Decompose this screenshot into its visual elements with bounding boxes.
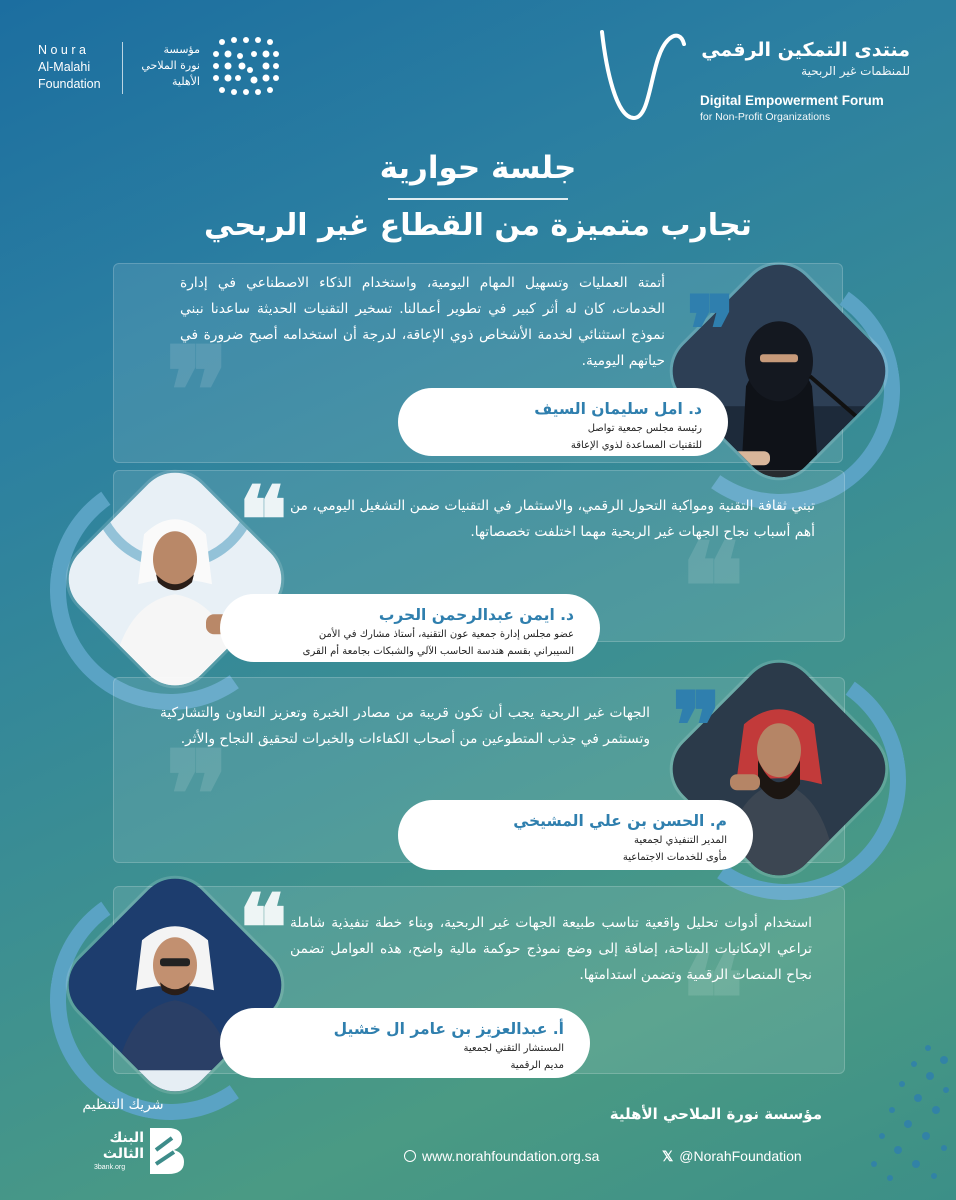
speaker-role-1b: للتقنيات المساعدة لذوي الإعاقة — [570, 440, 702, 451]
organizing-partner-label: شريك التنظيم — [82, 1097, 164, 1113]
twitter-link[interactable] — [662, 1148, 832, 1165]
noura-en-line-2: Al-Malahi — [38, 60, 91, 74]
speaker-quote-2: تبني ثقافة التقنية ومواكبة التحول الرقمي، والاستثمار في التقنيات ضمن التشغيل اليومي، من أهم أسباب نجاح الجهات غير الربحية مهما اختلفت تخصصاتها. — [290, 498, 815, 540]
speaker-quote-4: استخدام أدوات تحليل واقعية تناسب طبيعة الجهات غير الربحية، وبناء خطة تنفيذية شاملة تراعي الإمكانيات المتاحة، إضافة إلى وضع نموذج حوكمة مالية واضح، هذه العوامل تضمن نجاح المنصات الرقمية وتضمن استدامتها. — [290, 915, 812, 983]
decorative-dots-pattern — [858, 1040, 954, 1190]
quote-mark-icon: ❝ — [238, 874, 288, 982]
noura-foundation-ar-logo — [122, 42, 200, 94]
bank-logo — [74, 1124, 194, 1178]
quote-mark-faint-icon: ❞ — [165, 725, 230, 866]
noura-en-line-1: N o u r a — [38, 43, 86, 57]
page-title: جلسة حوارية — [379, 150, 577, 186]
foundation-name: مؤسسة نورة الملاحي الأهلية — [609, 1105, 822, 1123]
speaker-name-2: د. ايمن عبدالرحمن الحرب — [378, 606, 574, 624]
speaker-name-4: أ. عبدالعزيز بن عامر ال خشيل — [333, 1020, 564, 1038]
speaker-name-3: م. الحسن بن علي المشيخي — [513, 812, 727, 830]
website-text: www.norahfoundation.org.sa — [422, 1148, 600, 1164]
forum-en-title: Digital Empowerment Forum — [700, 93, 884, 108]
bank-name-ar: البنك الثالث — [102, 1130, 144, 1162]
x-logo-icon: 𝕏 — [662, 1148, 674, 1164]
noura-en-line-3: Foundation — [38, 77, 101, 91]
forum-en-subtitle: for Non-Profit Organizations — [700, 111, 831, 123]
forum-title-en — [700, 92, 910, 125]
bank-domain: 3bank.org — [94, 1164, 126, 1171]
website-link[interactable] — [404, 1148, 644, 1164]
quote-mark-icon: ❞ — [672, 672, 722, 780]
quote-mark-faint-icon: ❝ — [680, 517, 745, 658]
globe-icon — [404, 1150, 416, 1162]
speaker-quote-1: أتمتة العمليات وتسهيل المهام اليومية، واستخدام الذكاء الاصطناعي في إدارة الخدمات، كان له أثر كبير في تطوير أعمالنا. تسخير التقنيات الحديثة ساعدنا نبني نموذج استثنائي لخدمة الأشخاص ذوي الإعاقة، لدرجة أن استخدامه أصبح ضرورة في حياتهم اليومية. — [180, 275, 665, 369]
speaker-name-pill-4 — [220, 1008, 590, 1078]
quote-mark-icon: ❞ — [686, 276, 736, 384]
page-subtitle: تجارب متميزة من القطاع غير الربحي — [204, 208, 752, 243]
forum-ar-title: منتدى التمكين الرقمي — [701, 39, 910, 61]
quote-mark-faint-icon: ❞ — [165, 321, 230, 462]
speaker-name-pill-2 — [220, 594, 600, 662]
speaker-role-2b: السيبراني بقسم هندسة الحاسب الآلي والشبكات بجامعة أم القرى — [302, 646, 574, 657]
noura-ar-line-3: الأهلية — [172, 75, 200, 88]
bank-b-logo-icon — [146, 1124, 186, 1176]
speaker-role-4b: مديم الرقمية — [510, 1060, 564, 1071]
noura-ar-line-2: نورة الملاحي — [141, 59, 200, 72]
speaker-role-2a: عضو مجلس إدارة جمعية عون التقنية، أستاذ مشارك في الأمن — [318, 629, 574, 640]
speaker-name-1: د. امل سليمان السيف — [534, 400, 702, 418]
speaker-role-3b: مأوى للخدمات الاجتماعية — [622, 852, 727, 863]
speaker-quote-3: الجهات غير الربحية يجب أن تكون قريبة من مصادر الخبرة وتعزيز التعاون والتشاركية وتستثمر في جذب المتطوعين من أصحاب الكفاءات والخبرات لتحقيق النجاح والأثر. — [160, 705, 650, 747]
speaker-name-pill-3 — [398, 800, 753, 870]
twitter-handle: @NorahFoundation — [679, 1148, 802, 1164]
speaker-name-pill-1 — [398, 388, 728, 456]
noura-dots-logo-icon — [210, 34, 282, 98]
speaker-role-1a: رئيسة مجلس جمعية تواصل — [587, 423, 702, 434]
quote-mark-faint-icon: ❝ — [680, 929, 745, 1070]
forum-ar-subtitle: للمنظمات غير الربحية — [801, 64, 910, 78]
speaker-role-3a: المدير التنفيذي لجمعية — [633, 835, 727, 846]
quote-mark-icon: ❝ — [238, 466, 288, 574]
speaker-role-4a: المستشار التقني لجمعية — [463, 1043, 564, 1054]
forum-title-ar — [700, 38, 910, 80]
noura-ar-line-1: مؤسسة — [163, 43, 200, 56]
title-divider — [388, 198, 568, 200]
noura-foundation-en-logo — [38, 42, 118, 93]
forum-swoosh-logo-icon — [598, 28, 690, 124]
